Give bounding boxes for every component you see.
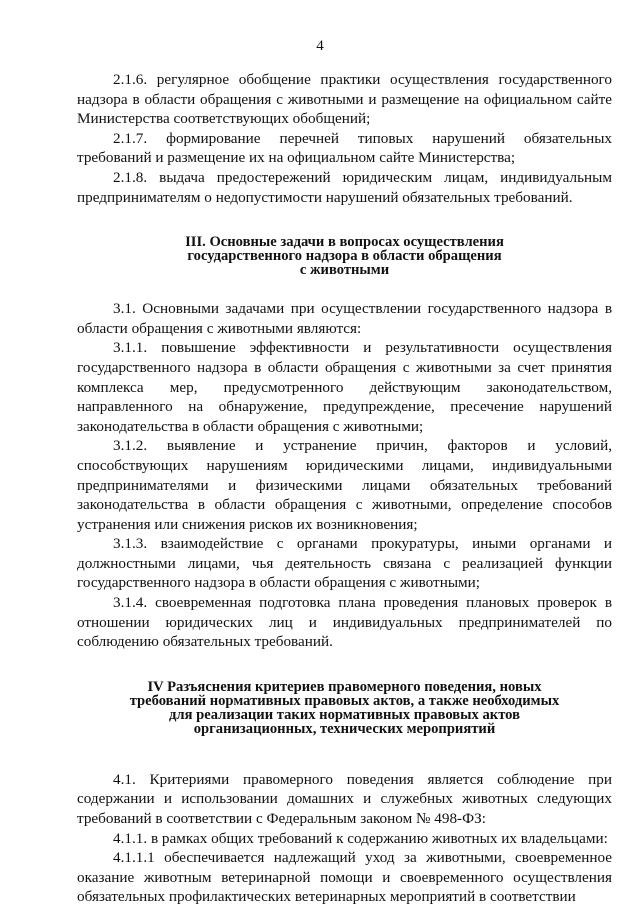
paragraph-3-1-2: 3.1.2. выявление и устранение причин, факторов и условий, способствующих нарушениям юридическими лицами, индивидуальными предпринимателями и физическими лицами обязательных требований законодательства в области обращения с животными, определение способов устранения или снижения рисков их возникновения; (77, 437, 612, 533)
section-3-heading (77, 235, 612, 277)
section-4-heading-line: IV Разъяснения критериев правомерного поведения, новых (147, 678, 542, 695)
section-3-heading-line: государственного надзора в области обращения (187, 248, 502, 265)
paragraph-3-1-1: 3.1.1. повышение эффективности и результативности осуществления государственного надзора в области обращения с животными за счет принятия комплекса мер, предусмотренного действующим законодательством, направленного на обнаружение, предупреждение, пресечение нарушений законодательства в области обращения с животными; (77, 339, 612, 435)
section-3-heading-line: III. Основные задачи в вопросах осуществления (185, 234, 504, 251)
section-4-heading-line: требований нормативных правовых актов, а также необходимых (129, 692, 560, 709)
paragraph-4-1: 4.1. Критериями правомерного поведения является соблюдение при содержании и использовании домашних и служебных животных следующих требований в соответствии с Федеральным законом № 498-ФЗ: (77, 770, 612, 828)
paragraph-3-1: 3.1. Основными задачами при осуществлении государственного надзора в области обращения с животными являются: (77, 300, 612, 337)
paragraph-3-1-3: 3.1.3. взаимодействие с органами прокуратуры, иными органами и должностными лицами, чья деятельность связана с реализацией функции государственного надзора в области обращения с животными; (77, 535, 612, 592)
section-4-heading (77, 680, 612, 736)
section-4-heading-line: для реализации таких нормативных правовых актов (169, 706, 520, 723)
paragraph-4-1-1: 4.1.1. в рамках общих требований к содержанию животных их владельцами: (113, 829, 608, 847)
section-3-heading-line: с животными (299, 262, 390, 279)
paragraph-2-1-8: 2.1.8. выдача предостережений юридическим лицам, индивидуальным предпринимателям о недопустимости нарушений обязательных требований. (77, 168, 612, 206)
paragraph-4-1-1-1: 4.1.1.1 обеспечивается надлежащий уход за животными, своевременное оказание животным ветеринарной помощи и своевременного осуществления обязательных профилактических ветеринарных мероприятий в соответствии (77, 849, 612, 906)
paragraph-2-1-6: 2.1.6. регулярное обобщение практики осуществления государственного надзора в области обращения с животными и размещение на официальном сайте Министерства соответствующих обобщений; (77, 71, 612, 128)
paragraph-3-1-4: 3.1.4. своевременная подготовка плана проведения плановых проверок в отношении юридических лиц и индивидуальных предпринимателей по соблюдению обязательных требований. (77, 594, 612, 651)
section-4-heading-line: организационных, технических мероприятий (193, 720, 496, 737)
paragraph-2-1-7: 2.1.7. формирование перечней типовых нарушений обязательных требований и размещение их на официальном сайте Министерства; (77, 129, 612, 167)
document-body (77, 70, 612, 907)
page-number: 4 (316, 38, 324, 54)
